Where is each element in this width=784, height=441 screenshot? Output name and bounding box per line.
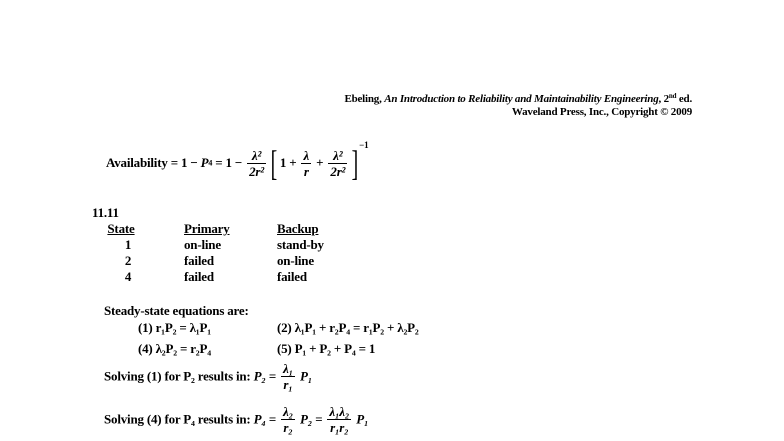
availability-p: P [200, 155, 209, 171]
fraction-lambda2-over-2r2 [247, 148, 266, 179]
citation-edition-sup: nd [668, 92, 677, 100]
table-cell-state: 4 [124, 269, 132, 284]
fraction-numerator: λ₁λ₂ [329, 404, 350, 419]
table-cell-primary: failed [184, 269, 214, 284]
table-header-state: State [107, 221, 135, 236]
citation-book-title: An Introduction to Reliability and Maintainability Engineering [384, 93, 659, 105]
fraction-numerator: λ [303, 147, 310, 163]
fraction-numerator: λ² [328, 148, 347, 164]
fraction-denominator: r₂ [283, 420, 293, 435]
solve-p2-lhs: P₂ = [253, 368, 276, 384]
steady-state-intro: Steady-state equations are: [104, 303, 249, 318]
problem-number: 11.11 [92, 205, 119, 220]
fraction-numerator: λ² [247, 148, 266, 164]
fraction-lambda2-over-r2 [281, 404, 295, 435]
equation-4: (4) λ₂P₂ = r₂P₄ [138, 341, 211, 356]
solve-p4-line [104, 404, 368, 435]
table-cell-primary: on-line [184, 237, 221, 252]
solve-p2-text: Solving (1) for P₂ results in: [104, 368, 251, 384]
citation-line [344, 92, 692, 105]
table-cell-state: 1 [124, 237, 132, 252]
fraction-numerator: λ₂ [283, 404, 293, 419]
table-cell-primary: failed [184, 253, 214, 268]
availability-p-sub: 4 [208, 158, 213, 168]
fraction-denominator: r₁ [283, 377, 293, 392]
fraction-denominator: r [303, 163, 309, 179]
bracket-exponent: −1 [359, 140, 369, 150]
solve-p4-tail: P₁ [356, 411, 369, 427]
equation-1: (1) r₁P₂ = λ₁P₁ [138, 320, 211, 335]
citation-author: Ebeling, [344, 93, 385, 105]
availability-label: Availability [106, 155, 168, 171]
table-cell-state: 2 [124, 253, 132, 268]
fraction-denominator: r₁r₂ [330, 420, 349, 435]
availability-equation [106, 140, 369, 184]
fraction-lambda2-over-2r2-inner [328, 148, 347, 179]
left-bracket: [ [270, 143, 278, 184]
solve-p2-tail: P₁ [300, 368, 313, 384]
equation-2: (2) λ₁P₁ + r₂P₄ = r₁P₂ + λ₂P₂ [277, 320, 419, 335]
fraction-lambda1-over-r1 [281, 361, 295, 392]
solve-p4-mid: P₂ = [300, 411, 323, 427]
fraction-denominator: 2r² [249, 163, 264, 179]
solve-p4-text: Solving (4) for P₄ results in: [104, 411, 251, 427]
table-cell-backup: on-line [277, 253, 314, 268]
table-header-backup: Backup [277, 221, 319, 236]
fraction-numerator: λ₁ [283, 361, 293, 376]
availability-lhs: = 1 − [170, 155, 201, 171]
solve-p2-line [104, 361, 312, 392]
table-header-primary: Primary [184, 221, 230, 236]
citation-edition: , 2 [658, 93, 669, 105]
fraction-lambda1lambda2-over-r1r2 [327, 404, 351, 435]
fraction-lambda-over-r [301, 148, 311, 179]
availability-eq: = 1 − [215, 155, 246, 171]
citation-edition-suffix: ed. [676, 93, 692, 105]
inner-plus: + [316, 155, 327, 171]
equation-5: (5) P₁ + P₂ + P₄ = 1 [277, 341, 376, 356]
solve-p4-lhs: P₄ = [253, 411, 276, 427]
publisher-line: Waveland Press, Inc., Copyright © 2009 [511, 106, 692, 118]
table-cell-backup: stand-by [277, 237, 324, 252]
right-bracket: ] [351, 143, 359, 184]
table-cell-backup: failed [277, 269, 307, 284]
fraction-denominator: 2r² [330, 163, 346, 179]
inner-one: 1 + [279, 155, 300, 171]
